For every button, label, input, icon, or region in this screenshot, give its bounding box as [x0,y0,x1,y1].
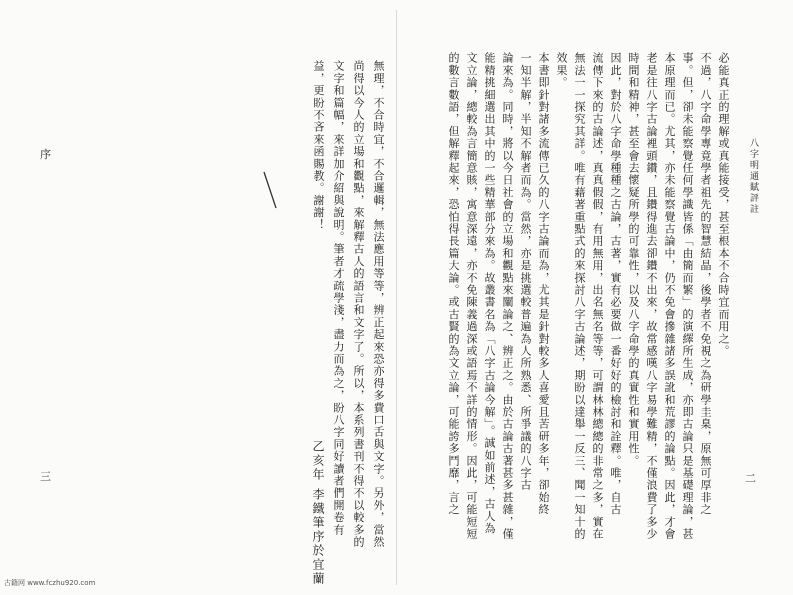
text-column: 文立論，總較為言簡意賅，寓意深遠，亦不免陳義過深或語焉不詳的情形。因此，可能短短 [465,52,478,540]
text-column: 無法一一探究其詳。唯有藉著重點式的來探討八字古論述，期盼以達舉一反三、聞一知十的 [573,52,586,540]
page-number-left: 三 [40,470,51,483]
text-column: 能精挑細選出其中的一些精華部分來為。故叢書名為「八字古論今解」。誠如前述，古人為 [483,52,496,535]
text-column: 時間和精神，甚至會去懷疑所學的可靠性，以及八字命學的真實性和實用性。 [627,52,640,467]
text-column: 老是往八字古論裡頭鑽，且鑽得進去卻鑽不出來，故常感嘆八字易學難精，不僅浪費了多少 [645,52,658,540]
text-column: 必能真正的理解或真能接受，甚至根本不合時宜而用之。 [717,52,730,357]
left-page [0,0,396,595]
text-column: 效果。 [555,52,568,89]
text-column: 因此，對於八字命學種種之古論，古著，實有必要做一番好好的檢討和詮釋。唯，自古 [609,52,622,516]
text-column: 事。但，卻未能察覺任何學識皆係「由簡而繁」的演繹所生成，亦即古論只是基礎理論，甚 [681,52,694,540]
text-column: 流傳下來的古論述，真真假假，有用無用，出名無名等等，可謂林林總總的非常之多，實在 [591,52,604,540]
page-number-right: 二 [745,472,756,485]
text-column: 本原理而已。尤其，亦未能察覺古論中，仍不免會摻雜諸多誤訛和荒謬的論點。因此，才會 [663,52,676,540]
text-column: 論來為。同時，將以今日社會的立場和觀點來闡論之、辨正之。由於古論古著甚多甚雜，僅 [501,52,514,540]
text-column: 本書即針對諸多流傳已久的八字古論而為，尤其是針對較多人喜愛且苦研多年，卻始終 [537,52,550,516]
text-column: 一知半解，半知不解者而為。當然，亦是挑選較普遍為人所熟悉、所爭議的八字古 [519,52,532,492]
text-column: 文字和篇幅，來詳加介紹與說明。筆者才疏學淺，盡力而為之，盼八字同好讀者們開卷有 [332,60,345,536]
right-page [397,0,793,595]
decorative-slash [262,170,278,210]
text-column: 無理，不合時宜，不合邏輯，無法應用等等，辨正起來恐亦得多費口舌與文字。另外，當然 [372,60,385,548]
text-column: 不過，八字命學專竟學者祖先的智慧結晶，後學者不免視之為研學圭臬，原無可厚非之 [699,52,712,516]
running-head: 八字明通賦評註 [748,138,758,215]
text-column: 的數言數語，但解釋起來，恐怕得長篇大論。或古賢的為文立論，可能誇多鬥靡，言之 [447,52,460,516]
watermark-footer: 古籍网 www.fczhu920.com [4,579,96,587]
text-column: 尚得以今人的立場和觀點，來解釋古人的語言和文字了。所以，本系列書刊不得不以較多的 [352,60,365,548]
preface-signature: 乙亥年 李鐵筆序於宜蘭 [311,440,325,586]
text-column: 益，更盼不吝來函賜教。謝謝！ [312,60,325,231]
preface-folio-label: 序 [40,148,51,161]
